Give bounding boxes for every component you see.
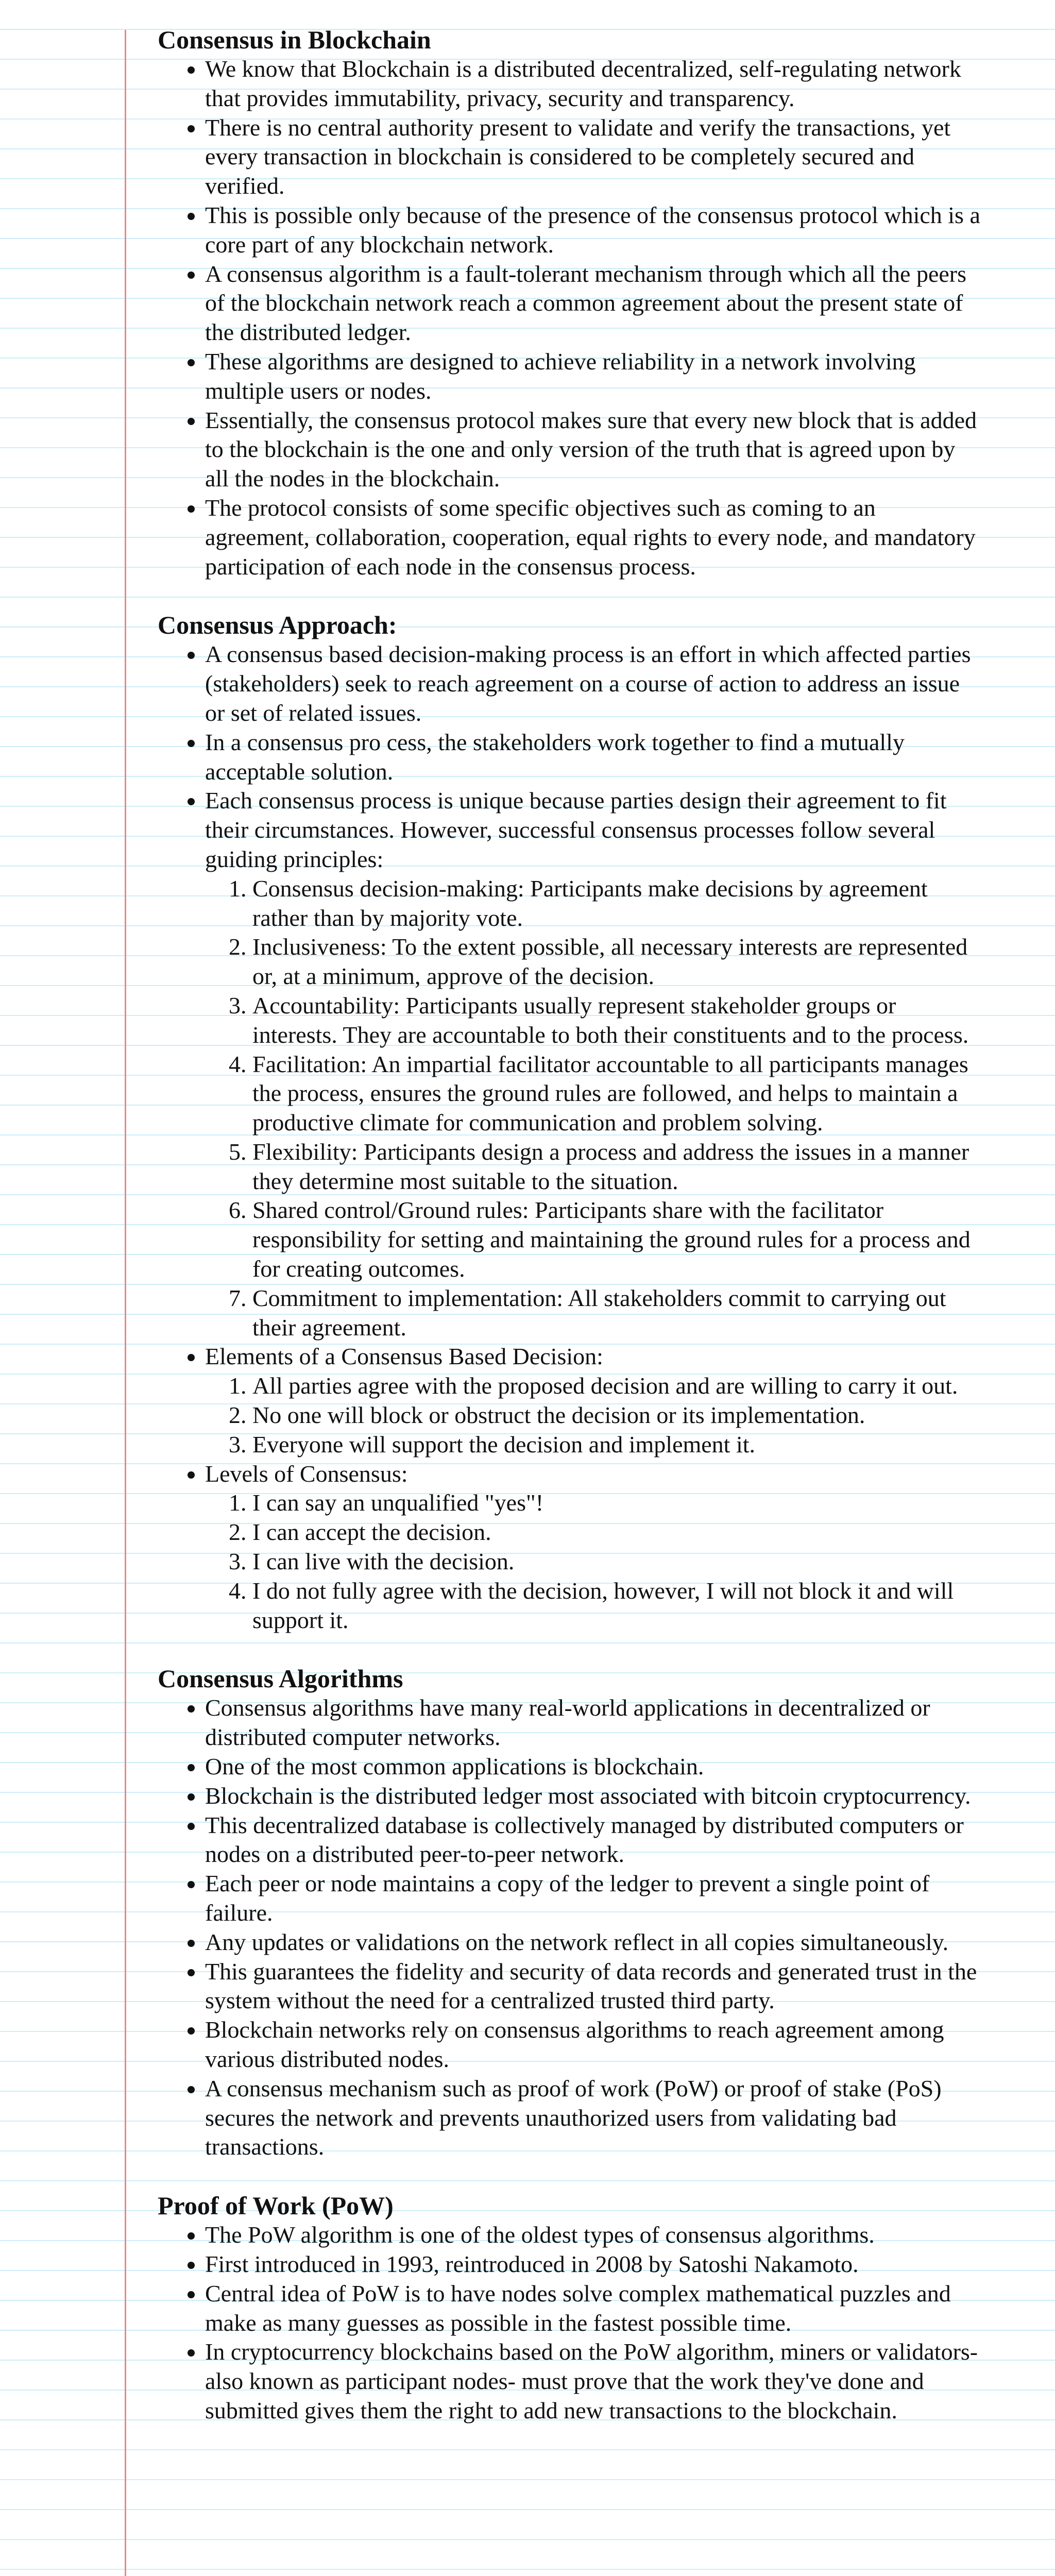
bullet-item [205,2250,982,2279]
bullet-item [205,2337,982,2425]
bullet-item [205,406,982,494]
bullet-item [205,2074,982,2162]
bullet-item [205,786,982,1342]
numbered-list [205,874,982,1343]
bullet-text: The protocol consists of some specific objectives such as coming to an agreement, collaboration, cooperation, equal rights to every node, and mandatory participation of each node in the consensus process. [205,494,976,580]
numbered-item: 3. Everyone will support the decision and implement it. [252,1430,982,1460]
numbered-list [205,1371,982,1459]
numbered-item: 5. Flexibility: Participants design a process and address the issues in a manner they determine most suitable to the situation. [252,1138,982,1196]
bullet-item [205,1928,982,1957]
bullet-text: Each consensus process is unique because parties design their agreement to fit their circumstances. However, successful consensus processes follow several guiding principles: [205,787,947,872]
numbered-item: 4. I do not fully agree with the decision, however, I will not block it and will support it. [252,1577,982,1635]
numbered-item: 1. Consensus decision-making: Participants make decisions by agreement rather than by majority vote. [252,874,982,933]
bullet-text: Blockchain networks rely on consensus algorithms to reach agreement among various distributed nodes. [205,2016,944,2072]
bullet-item [205,1957,982,2016]
bullet-item [205,640,982,727]
bullet-item [205,1811,982,1870]
numbered-item: 6. Shared control/Ground rules: Participants share with the facilitator responsibility for setting and maintaining the ground rules for a process and for creating outcomes. [252,1196,982,1283]
bullet-text: Consensus algorithms have many real-world applications in decentralized or distributed computer networks. [205,1694,930,1751]
bullet-item [205,113,982,201]
section [158,1664,982,2162]
bullet-item [205,260,982,347]
numbered-item: 2. Inclusiveness: To the extent possible, all necessary interests are represented or, at a minimum, approve of the decision. [252,933,982,991]
bullet-text: Essentially, the consensus protocol makes sure that every new block that is added to the blockchain is the one and only version of the truth that is agreed upon by all the nodes in the blockchain. [205,406,977,492]
bullet-item [205,2221,982,2250]
bullet-text: Blockchain is the distributed ledger most associated with bitcoin cryptocurrency. [205,1782,971,1809]
bullet-text: Elements of a Consensus Based Decision: [205,1343,603,1370]
notes-page [158,25,982,2454]
bullet-list [158,1693,982,2162]
bullet-text: These algorithms are designed to achieve reliability in a network involving multiple users or nodes. [205,348,916,404]
bullet-text: A consensus based decision-making process is an effort in which affected parties (stakeholders) seek to reach agreement on a course of action to address an issue or set of related issues. [205,641,971,726]
numbered-item: 1. I can say an unqualified "yes"! [252,1488,982,1518]
bullet-text: Central idea of PoW is to have nodes solve complex mathematical puzzles and make as many guesses as possible in the fastest possible time. [205,2280,951,2336]
numbered-item: 4. Facilitation: An impartial facilitator accountable to all participants manages the process, ensures the ground rules are followed, and helps to maintain a productive climate for communication and problem solving. [252,1050,982,1138]
bullet-item [205,1342,982,1459]
bullet-text: There is no central authority present to validate and verify the transactions, yet every transaction in blockchain is considered to be completely secured and verified. [205,114,951,199]
section-heading: Consensus Approach: [158,611,397,640]
bullet-item [205,1752,982,1782]
bullet-text: This decentralized database is collectively managed by distributed computers or nodes on a distributed peer-to-peer network. [205,1811,964,1868]
bullet-text: A consensus mechanism such as proof of work (PoW) or proof of stake (PoS) secures the network and prevents unauthorized users from validating bad transactions. [205,2075,942,2160]
bullet-text: This is possible only because of the presence of the consensus protocol which is a core part of any blockchain network. [205,201,980,258]
bullet-item [205,1869,982,1928]
section [158,2191,982,2426]
bullet-list [158,640,982,1635]
bullet-text: This guarantees the fidelity and security of data records and generated trust in the system without the need for a centralized trusted third party. [205,1958,977,2014]
bullet-list [158,2221,982,2426]
bullet-item [205,55,982,113]
bullet-item [205,2015,982,2074]
section [158,25,982,581]
bullet-text: Each peer or node maintains a copy of the ledger to prevent a single point of failure. [205,1870,930,1926]
bullet-item [205,728,982,787]
numbered-list [205,1488,982,1635]
bullet-item [205,347,982,406]
bullet-item [205,1460,982,1635]
bullet-text: A consensus algorithm is a fault-tolerant mechanism through which all the peers of the blockchain network reach a common agreement about the present state of the distributed ledger. [205,260,967,346]
bullet-text: In cryptocurrency blockchains based on the PoW algorithm, miners or validators- also known as participant nodes- must prove that the work they've done and submitted gives them the right to add new transactions to the blockchain. [205,2338,978,2424]
bullet-text: Any updates or validations on the network reflect in all copies simultaneously. [205,1928,949,1955]
numbered-item: 3. Accountability: Participants usually represent stakeholder groups or interests. They are accountable to both their constituents and to the process. [252,991,982,1050]
bullet-text: One of the most common applications is blockchain. [205,1753,704,1780]
bullet-item [205,2279,982,2338]
bullet-text: The PoW algorithm is one of the oldest types of consensus algorithms. [205,2222,875,2248]
bullet-item [205,494,982,581]
section-heading: Consensus in Blockchain [158,25,431,54]
section-heading: Consensus Algorithms [158,1664,403,1693]
numbered-item: 2. No one will block or obstruct the decision or its implementation. [252,1401,982,1430]
notebook-margin-line [125,30,126,2576]
numbered-item: 3. I can live with the decision. [252,1547,982,1577]
bullet-text: First introduced in 1993, reintroduced in 2008 by Satoshi Nakamoto. [205,2250,859,2277]
bullet-item [205,201,982,260]
numbered-item: 1. All parties agree with the proposed decision and are willing to carry it out. [252,1371,982,1401]
bullet-item [205,1782,982,1811]
bullet-list [158,55,982,581]
section-heading: Proof of Work (PoW) [158,2191,394,2221]
bullet-text: Levels of Consensus: [205,1460,408,1487]
section [158,610,982,1635]
bullet-text: In a consensus pro cess, the stakeholders work together to find a mutually acceptable solution. [205,728,905,785]
numbered-item: 7. Commitment to implementation: All stakeholders commit to carrying out their agreement. [252,1284,982,1343]
numbered-item: 2. I can accept the decision. [252,1518,982,1547]
bullet-text: We know that Blockchain is a distributed decentralized, self-regulating network that provides immutability, privacy, security and transparency. [205,56,961,111]
bullet-item [205,1693,982,1752]
